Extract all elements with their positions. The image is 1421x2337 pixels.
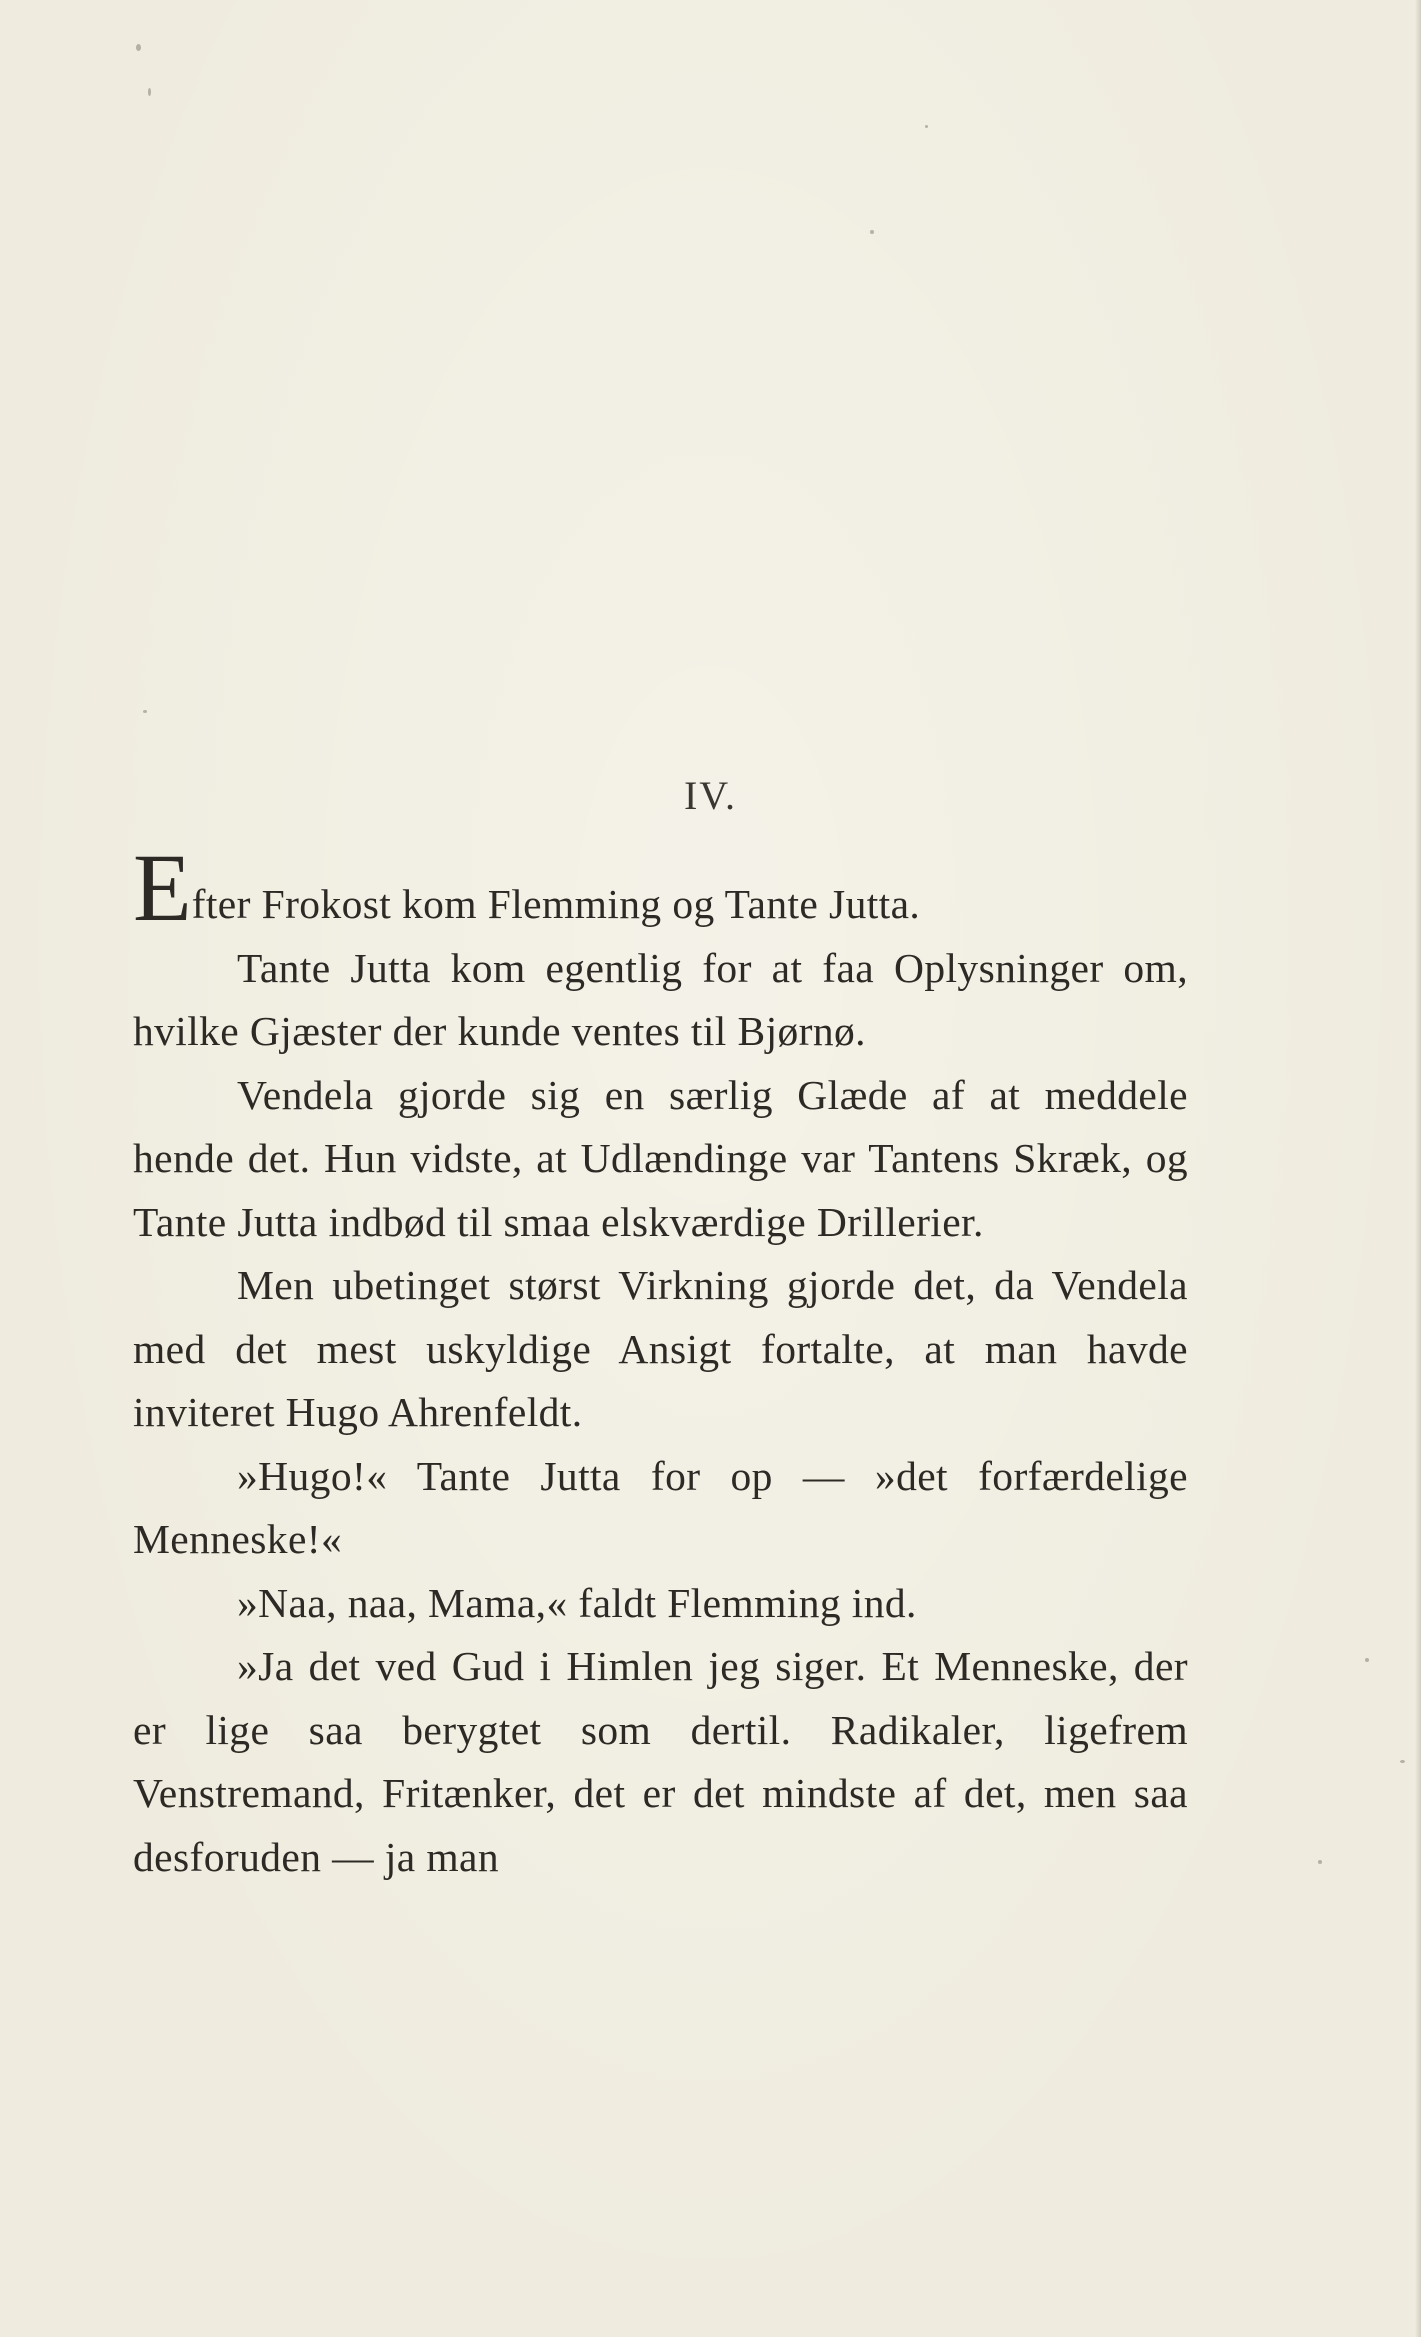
- paper-speck: [870, 230, 874, 234]
- paper-speck: [143, 710, 147, 713]
- paper-speck: [148, 88, 151, 96]
- paragraph: »Naa, naa, Mama,« faldt Flemming ind.: [237, 1579, 917, 1626]
- paragraph: »Hugo!« Tante Jutta for op — »det forfærdelige Menneske!«: [133, 1452, 1188, 1562]
- paper-speck: [1318, 1860, 1322, 1864]
- paragraph: »Ja det ved Gud i Himlen jeg siger. Et Menneske, der er lige saa berygtet som dertil. Radikaler, ligefrem Venstremand, Fritænker, det er det mindste af det, men saa desforuden — ja man: [133, 1643, 1188, 1880]
- paper-speck: [1365, 1658, 1369, 1662]
- paper-speck: [1400, 1760, 1405, 1763]
- paper-speck: [136, 44, 141, 51]
- page-edge-shadow: [1415, 0, 1421, 2337]
- chapter-heading: IV.: [683, 773, 738, 818]
- paragraph: Vendela gjorde sig en særlig Glæde af at meddele hende det. Hun vidste, at Udlændinge var Tantens Skræk, og Tante Jutta indbød til smaa elskværdige Drillerier.: [133, 1071, 1188, 1245]
- paper-speck: [925, 125, 928, 128]
- paragraph-text: fter Frokost kom Flemming og Tante Jutta.: [191, 881, 921, 927]
- body-text: [133, 834, 1188, 1889]
- paragraph-opening: [133, 834, 1188, 941]
- paragraph: Men ubetinget størst Virkning gjorde det, da Vendela med det mest uskyldige Ansigt fortalte, at man havde inviteret Hugo Ahrenfeldt.: [133, 1262, 1188, 1435]
- drop-cap: E: [133, 834, 190, 941]
- paragraph: Tante Jutta kom egentlig for at faa Oplysninger om, hvilke Gjæster der kunde ventes til Bjørnø.: [133, 944, 1188, 1054]
